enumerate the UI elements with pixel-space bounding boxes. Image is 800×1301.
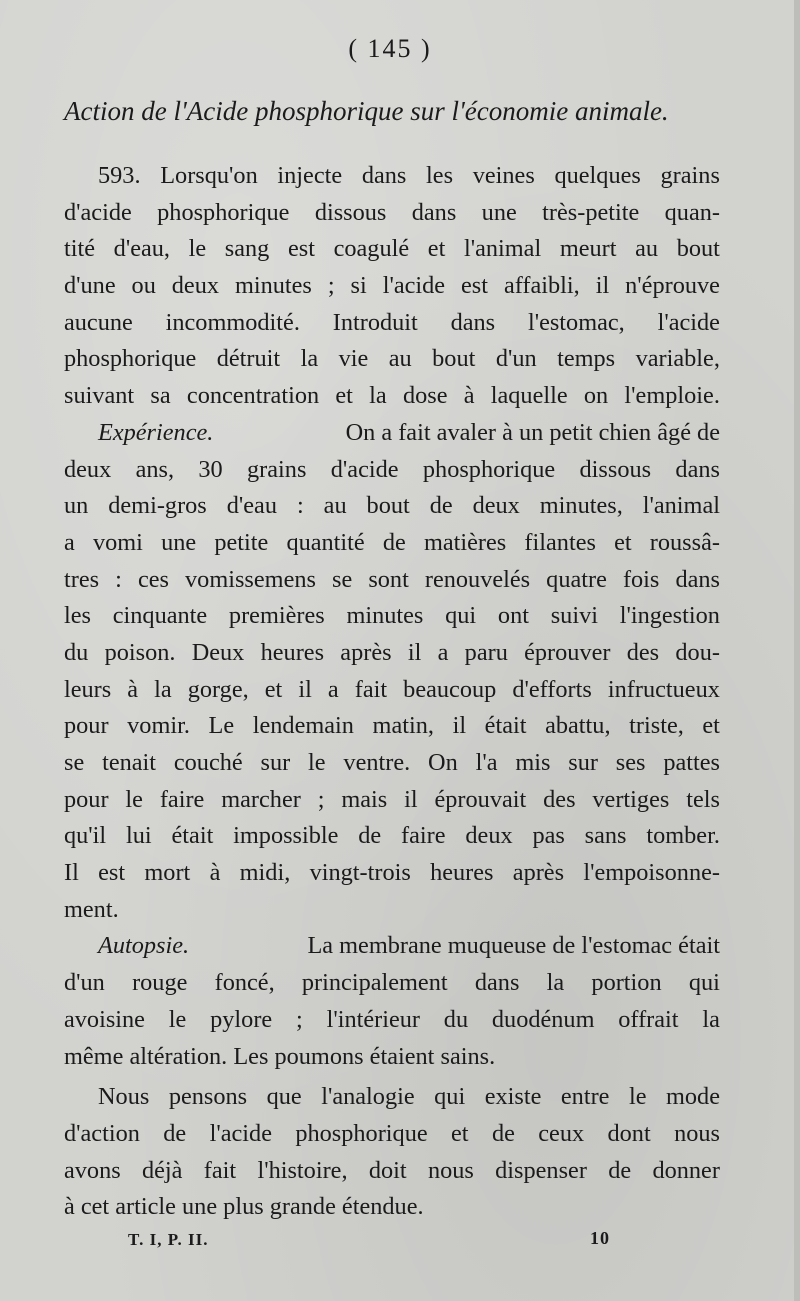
word: était [484,712,527,740]
word: d'un [64,969,105,997]
word: abattu, [545,712,611,740]
word: fait [354,675,388,703]
word: mort [144,859,191,887]
word: Il [64,859,79,887]
word: heures [260,638,325,666]
text-line: même altération. Les poumons étaient sains. [64,1042,496,1070]
word: on [583,382,609,410]
page-footer-signature-mark: T. I, P. II. [128,1230,209,1249]
word: minutes [346,602,424,630]
word: ou [131,272,156,300]
word: ; [317,785,325,813]
word: à [463,382,475,410]
word: éprouvait [434,785,527,813]
word: dont [607,1119,651,1147]
word: pattes [663,749,720,776]
word: à [127,675,139,703]
word: dans [675,565,720,593]
word: quantité [286,528,365,556]
word: meurt [559,235,617,263]
word: sur [568,749,598,776]
word: ans, [135,455,175,483]
word: mais [341,785,388,813]
word: portion [591,969,662,997]
word: duodénum [491,1005,595,1033]
word: de [382,528,406,556]
text-line [64,928,720,965]
text-line [64,1079,720,1116]
word: mode [666,1083,720,1111]
text-line [64,452,720,489]
word: phosphorique [295,1119,428,1147]
word: phosphorique [157,198,290,226]
paragraph-autopsie [64,928,720,1075]
text-line [64,708,720,745]
word: matières [423,528,507,556]
word: ceux [538,1119,585,1147]
word: ; [327,272,335,300]
word: du [64,638,89,666]
word: phosphorique [64,345,197,373]
word: Nous [98,1083,150,1111]
text-line [64,268,720,305]
experience-heading: Expérience. [98,418,214,446]
word: et [427,235,446,263]
word: couché [173,749,243,776]
word: variable, [635,345,720,373]
word: deux [472,492,520,520]
word: tres [64,565,100,593]
word: et [702,712,720,740]
word: l'histoire, [257,1156,348,1184]
word: pensons [168,1083,248,1111]
word: existe [484,1083,542,1111]
word: beaucoup [403,675,497,703]
word: doit [368,1156,407,1184]
word: pylore [210,1005,273,1033]
word: rouge [132,969,188,997]
page-body [64,158,720,1226]
word: dans [675,455,720,483]
word: l'ingestion [619,602,720,630]
text-line: ment. [64,895,119,923]
word: grains [247,455,307,483]
word: au [323,492,347,520]
word: infructueux [607,675,720,703]
word: d'un [495,345,537,373]
word: et [335,382,353,410]
word: cinquante [112,602,208,630]
word: quelques [554,162,641,189]
word: qui [445,602,477,630]
word: le [628,1083,647,1111]
gathering-number: 10 [590,1228,610,1248]
word: ; [296,1005,303,1033]
word: phosphorique [422,455,556,483]
word: marcher [221,785,301,813]
word: concentration [186,382,320,410]
word: faire [159,785,205,813]
word: dispenser [495,1156,587,1184]
word: l'a [475,749,498,776]
word: l'animal [463,235,542,263]
word: deux [465,822,513,850]
word: pas [532,822,565,850]
text-line [64,378,720,415]
word: fois [622,565,660,593]
word: vomissemens [185,565,316,593]
word: déjà [141,1156,183,1184]
word: sa [150,382,171,410]
word: injecte [277,162,343,189]
word: heures [430,859,494,887]
word: la [369,382,387,410]
word: d'action [64,1119,140,1147]
word: premières [228,602,325,630]
word: l'analogie [321,1083,415,1111]
word: nous [674,1119,720,1147]
word: gorge, [187,675,249,703]
word: a [64,528,75,556]
word: l'acide [657,308,720,336]
word: aucune [64,308,133,336]
word: roussâ- [649,528,720,556]
word: grains [660,162,720,189]
word: entre [560,1083,610,1111]
word: dissous [579,455,652,483]
word: a [437,638,449,666]
text-line [64,598,720,635]
text-line [64,855,720,892]
word: de [608,1156,632,1184]
word: bout [366,492,410,520]
word: le [168,1005,187,1033]
word: tité [64,235,96,263]
word: coagulé [333,235,410,263]
word: d'eau [226,492,277,520]
word: demi-gros [108,492,207,520]
word: quan- [664,198,720,226]
word: n'éprouve [625,272,720,300]
word: Lorsqu'on [160,162,258,189]
text-line [64,672,720,709]
word: qui [434,1083,466,1111]
word: poison. [104,638,176,666]
word: affaibli, [503,272,580,300]
paragraph-593 [64,158,720,415]
word: leurs [64,675,112,703]
word: après [340,638,392,666]
word: la [546,969,565,997]
word: suivi [550,602,598,630]
word: tomber. [646,822,720,850]
word: : [115,565,122,593]
word: que [266,1083,302,1111]
word: l'acide [209,1119,272,1147]
word: l'emploie. [624,382,720,410]
word: des [543,785,576,813]
word: dans [474,969,520,997]
word: et [264,675,283,703]
word: sur [260,749,291,776]
word: d'eau, [113,235,170,263]
word: lui [126,822,152,850]
word: offrait [618,1005,679,1033]
word: foncé, [214,969,275,997]
text-line [64,488,720,525]
word: On [428,749,458,776]
word: bout [432,345,476,373]
word: des [626,638,660,666]
word: midi, [239,859,291,887]
word: pour [64,785,109,813]
word: une [161,528,197,556]
word: principalement [301,969,448,997]
word: quatre [546,565,607,593]
section-title: Action de l'Acide phosphorique sur l'économie animale. [64,96,669,126]
word: si [350,272,367,300]
word: petite [214,528,269,556]
word: incommodité. [165,308,300,336]
word: la [154,675,172,703]
paragraph-experience [64,415,720,929]
word: faire [401,822,446,850]
word: nous [427,1156,474,1184]
word: il [452,712,467,740]
word: dans [411,198,457,226]
text-line [64,195,720,232]
word: et [614,528,632,556]
word: est [98,859,126,887]
text-line [64,305,720,342]
word: de [163,1119,187,1147]
text-line [64,562,720,599]
text-line [64,745,720,782]
word: d'acide [330,455,399,483]
word: qui [688,969,720,997]
word: renouvelés [424,565,531,593]
word: ont [497,602,529,630]
word: impossible [233,822,339,850]
word: après [512,859,565,887]
word: se [64,749,85,776]
word: au [635,235,659,263]
word: avons [64,1156,121,1184]
text-line [64,231,720,268]
word: laquelle [490,382,568,410]
word: Introduit [332,308,418,336]
word: : [296,492,304,520]
word: d'une [64,272,116,300]
text-line [64,1116,720,1153]
word: le [308,749,326,776]
word: fait [203,1156,237,1184]
word: très-petite [542,198,640,226]
word: était [171,822,214,850]
word: mis [515,749,551,776]
word: l'intérieur [326,1005,420,1033]
text-line [64,965,720,1002]
word: triste, [629,712,684,740]
word: la [300,345,319,373]
word: minutes, [539,492,623,520]
word: dose [402,382,448,410]
text-line [64,635,720,672]
word: au [388,345,412,373]
word: deux [171,272,220,300]
word: d'acide [64,198,132,226]
word: il [298,675,312,703]
word: éprouver [524,638,611,666]
word: lendemain [252,712,354,740]
word: tenait [102,749,157,776]
word: sans [584,822,627,850]
word: avoisine [64,1005,145,1033]
word: sang [224,235,270,263]
text-line [64,818,720,855]
word: deux [64,455,112,483]
word: les [64,602,91,630]
word: veines [472,162,535,189]
word: bout [676,235,720,263]
word: il [595,272,610,300]
word: dans [361,162,407,189]
word: donner [652,1156,720,1184]
word: pour [64,712,109,740]
word: a [327,675,339,703]
word: de [429,492,453,520]
word: à [209,859,221,887]
autopsie-heading: Autopsie. [98,932,190,960]
word: ventre. [343,749,411,776]
text-line-rest: On a fait avaler à un petit chien âgé de [345,418,720,446]
word: filantes [524,528,596,556]
word: l'animal [642,492,720,520]
word: 30 [198,455,223,483]
word: l'acide [382,272,446,300]
word: dans [450,308,496,336]
word: dissous [314,198,387,226]
word: vertiges [592,785,670,813]
text-line [64,525,720,562]
word: matin, [372,712,434,740]
word: tels [686,785,720,813]
word: dou- [675,638,720,666]
word: de [358,822,382,850]
word: sont [368,565,409,593]
word: Le [208,712,235,740]
text-line [64,1002,720,1039]
word: vingt-trois [309,859,411,887]
text-line: à cet article une plus grande étendue. [64,1193,424,1221]
text-line [64,158,720,195]
text-line [64,415,720,452]
word: les [426,162,454,189]
word: et [451,1119,469,1147]
word: ses [615,749,646,776]
word: temps [557,345,616,373]
word: la [702,1005,720,1033]
word: un [64,492,89,520]
word: du [443,1005,469,1033]
word: 593. [98,162,141,189]
word: est [287,235,315,263]
word: vomi [92,528,143,556]
word: est [461,272,489,300]
word: il [404,785,418,813]
word: le [188,235,207,263]
word: ces [137,565,169,593]
word: suivant [64,382,135,410]
word: minutes [234,272,312,300]
word: Deux [191,638,245,666]
word: de [491,1119,515,1147]
word: vomir. [127,712,190,740]
word: se [332,565,353,593]
page-number: ( 145 ) [348,34,432,63]
word: une [481,198,517,226]
paragraph-conclusion [64,1079,720,1226]
word: il [407,638,422,666]
word: détruit [216,345,281,373]
word: qu'il [64,822,107,850]
word: d'efforts [512,675,592,703]
word: l'estomac, [527,308,625,336]
word: l'empoisonne- [583,859,720,887]
text-line [64,782,720,819]
text-line [64,1153,720,1190]
text-line-rest: La membrane muqueuse de l'estomac était [307,932,720,960]
text-line [64,341,720,378]
word: le [125,785,143,813]
word: vie [338,345,369,373]
word: paru [464,638,508,666]
